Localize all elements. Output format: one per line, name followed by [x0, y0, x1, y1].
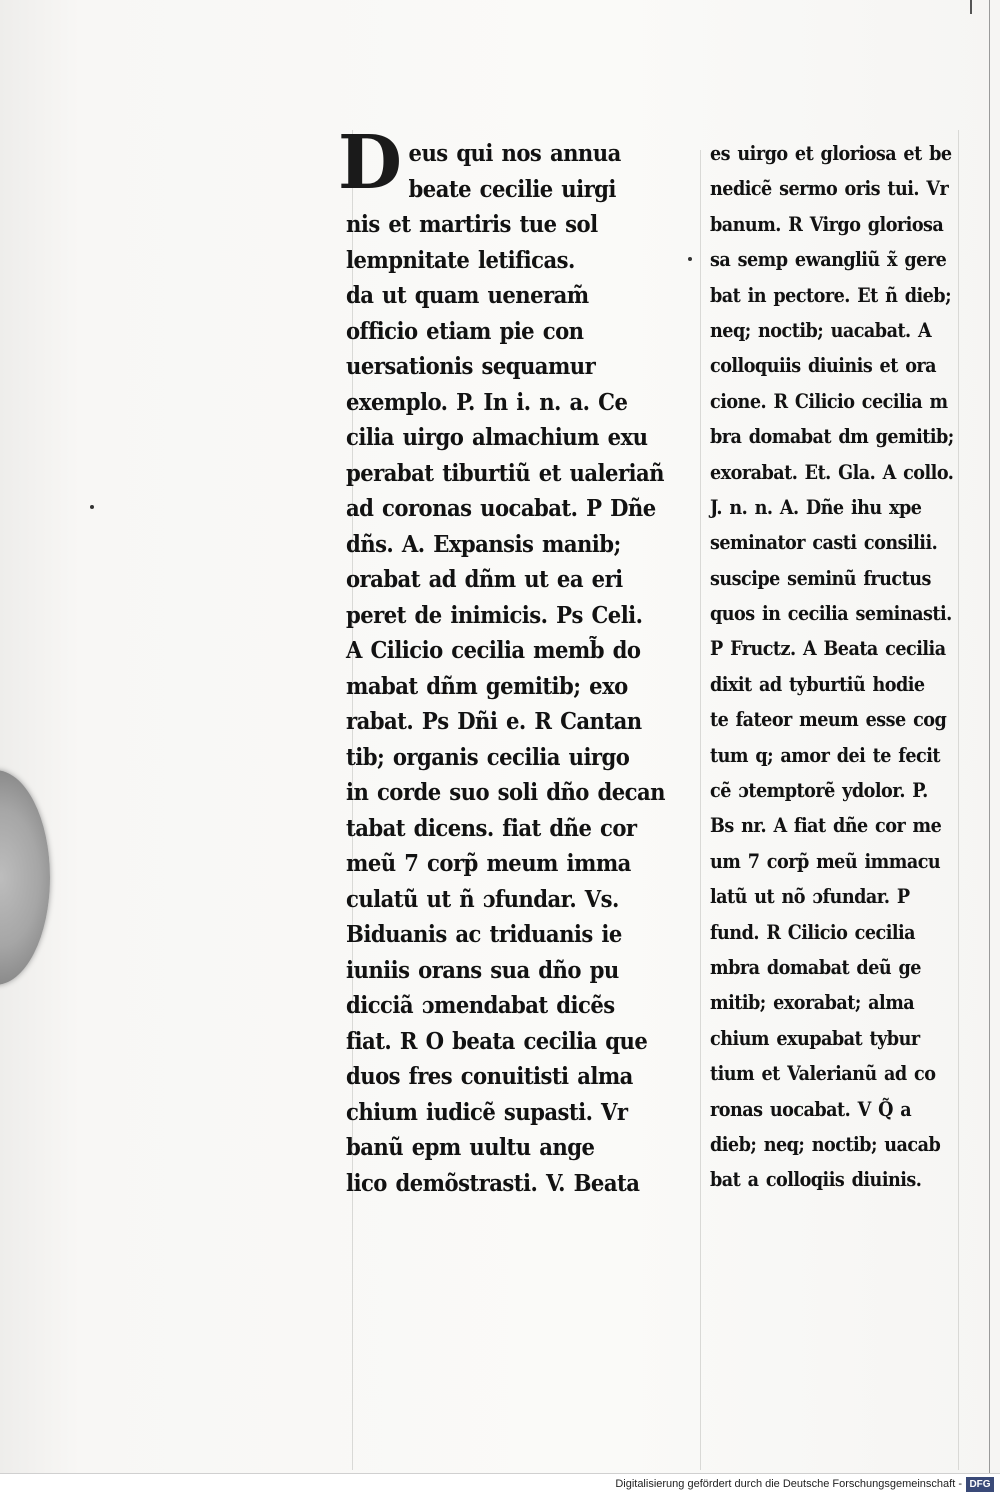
manuscript-line: fund. R Cilicio cecilia	[710, 919, 916, 944]
manuscript-line: J. n. n. A. Dñe ihu xpe	[710, 494, 922, 519]
manuscript-line: te fateor meum esse cog	[710, 707, 947, 732]
manuscript-line: um 7 corp̃ meũ immacu	[710, 848, 941, 873]
manuscript-line: seminator casti consilii.	[710, 530, 938, 555]
manuscript-line: ad coronas uocabat. P Dñe	[346, 495, 656, 522]
manuscript-line: quos in cecilia seminasti.	[710, 601, 952, 626]
manuscript-line: exemplo. P. In i. n. a. Ce	[346, 388, 628, 416]
manuscript-line: rabat. Ps Dñi e. R Cantan	[346, 708, 642, 735]
left-text-column	[346, 136, 666, 1201]
manuscript-line: uersationis sequamur	[346, 353, 596, 380]
manuscript-line: P Fructz. A Beata cecilia	[710, 636, 946, 661]
manuscript-line: peret de inimicis. Ps Celi.	[346, 601, 643, 629]
ruling-line	[700, 150, 701, 1470]
manuscript-line: colloquiis diuinis et ora	[710, 353, 937, 378]
manuscript-line: beate cecilie uirgi	[408, 175, 616, 203]
manuscript-line: mbra domabat deũ ge	[710, 954, 921, 979]
manuscript-line: dixit ad tyburtiũ hodie	[710, 671, 925, 696]
ink-speck	[90, 505, 94, 509]
manuscript-line: A Cilicio cecilia memb̃ do	[346, 637, 641, 664]
footer-bar	[0, 1473, 1000, 1496]
ink-speck	[688, 257, 692, 261]
manuscript-line: officio etiam pie con	[346, 317, 584, 345]
manuscript-line: sa semp ewangliũ x̃ gere	[710, 247, 947, 272]
manuscript-line: tabat dicens. fiat dñe cor	[346, 814, 637, 842]
manuscript-line: banũ epm uultu ange	[346, 1134, 595, 1161]
manuscript-line: chium exupabat tybur	[710, 1025, 920, 1050]
manuscript-line: exorabat. Et. Gla. A collo.	[710, 459, 954, 484]
edge-mark	[970, 0, 972, 14]
manuscript-line: duos fres conuitisti alma	[346, 1063, 633, 1090]
manuscript-line: mitib; exorabat; alma	[710, 990, 915, 1015]
scanner-thumb	[0, 770, 50, 985]
manuscript-line: Biduanis ac triduanis ie	[346, 921, 622, 948]
manuscript-line: dieb; neq; noctib; uacab	[710, 1131, 941, 1156]
manuscript-line: cẽ ɔtemptorẽ ydolor. P.	[710, 778, 928, 803]
manuscript-line: tium et Valerianũ ad co	[710, 1061, 936, 1086]
manuscript-line: culatũ ut ñ ɔfundar. Vs.	[346, 885, 619, 913]
manuscript-line: tum q; amor dei te fecit	[710, 742, 940, 767]
manuscript-line: Bs nr. A fiat dñe cor me	[710, 813, 942, 838]
manuscript-line: eus qui nos annua	[408, 140, 621, 167]
manuscript-line: nis et martiris tue sol	[346, 211, 598, 238]
manuscript-line: banum. R Virgo gloriosa	[710, 211, 944, 236]
manuscript-line: neq; noctib; uacabat. A	[710, 317, 932, 342]
manuscript-line: da ut quam ueneram̃	[346, 282, 589, 309]
right-text-column	[710, 136, 960, 1198]
funding-credit: Digitalisierung gefördert durch die Deutsche Forschungsgemeinschaft -	[615, 1478, 962, 1490]
manuscript-line: bat a colloqiis diuinis.	[710, 1167, 922, 1192]
manuscript-line: nedicẽ sermo oris tui. Vr	[710, 176, 949, 201]
manuscript-line: suscipe seminũ fructus	[710, 565, 931, 590]
manuscript-line: latũ ut nõ ɔfundar. P	[710, 884, 910, 909]
manuscript-line: bat in pectore. Et ñ dieb;	[710, 282, 952, 307]
page-edge	[989, 0, 990, 1473]
manuscript-line: mabat dñm gemitib; exo	[346, 672, 628, 700]
manuscript-line: chium iudicẽ supasti. Vr	[346, 1098, 628, 1126]
manuscript-line: dicciã ɔmendabat dicẽs	[346, 992, 615, 1019]
manuscript-line: orabat ad dñm ut ea eri	[346, 566, 623, 593]
manuscript-line: dñs. A. Expansis manib;	[346, 530, 621, 558]
manuscript-line: perabat tiburtiũ et ualeriañ	[346, 459, 665, 487]
manuscript-line: lempnitate letificas.	[346, 246, 575, 274]
manuscript-line: cilia uirgo almachium exu	[346, 424, 648, 451]
manuscript-line: bra domabat dm gemitib;	[710, 424, 954, 449]
manuscript-line: cione. R Cilicio cecilia m	[710, 388, 948, 413]
manuscript-line: lico demõstrasti. V. Beata	[346, 1169, 640, 1197]
manuscript-line: ronas uocabat. V Q̃ a	[710, 1096, 912, 1121]
manuscript-line: fiat. R O beata cecilia que	[346, 1027, 648, 1055]
manuscript-line: es uirgo et gloriosa et be	[710, 141, 952, 165]
manuscript-line: meũ 7 corp̃ meum imma	[346, 850, 631, 877]
dfg-logo: DFG	[966, 1477, 994, 1492]
decorated-initial: D	[337, 120, 403, 206]
manuscript-line: tib; organis cecilia uirgo	[346, 743, 630, 771]
manuscript-line: iuniis orans sua dño pu	[346, 956, 619, 984]
manuscript-line: in corde suo soli dño decan	[346, 779, 666, 806]
